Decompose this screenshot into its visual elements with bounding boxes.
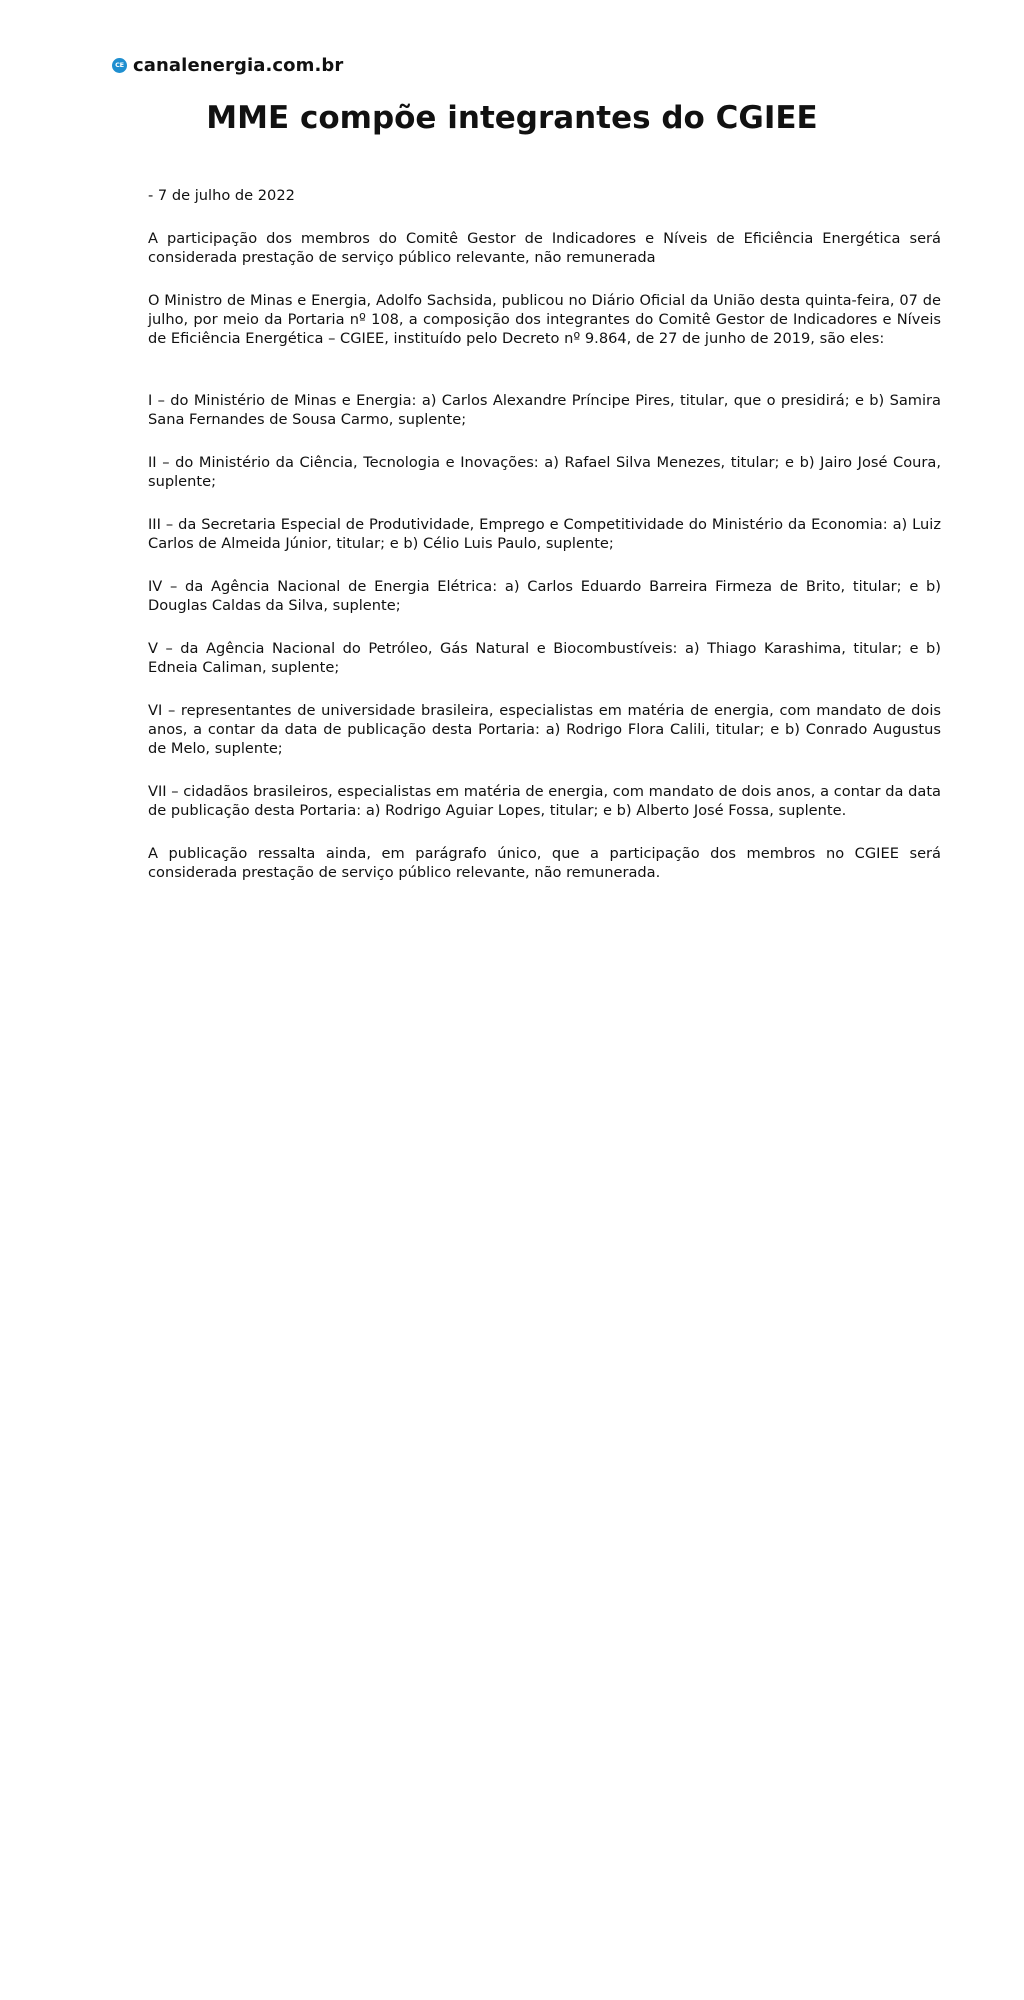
site-header (112, 52, 343, 78)
member-item: V – da Agência Nacional do Petróleo, Gás Natural e Biocombustíveis: a) Thiago Karashima, titular; e b) Edneia Caliman, suplente; (148, 640, 941, 676)
member-item: II – do Ministério da Ciência, Tecnologia e Inovações: a) Rafael Silva Menezes, titular; e b) Jairo José Coura, suplente; (148, 454, 941, 490)
article-lead: A participação dos membros do Comitê Gestor de Indicadores e Níveis de Eficiência Energética será considerada prestação de serviço público relevante, não remunerada (148, 230, 941, 266)
member-item: IV – da Agência Nacional de Energia Elétrica: a) Carlos Eduardo Barreira Firmeza de Brito, titular; e b) Douglas Caldas da Silva, suplente; (148, 578, 941, 614)
site-name[interactable]: canalenergia.com.br (133, 54, 344, 76)
site-logo-icon: CE (112, 58, 127, 73)
article-closing: A publicação ressalta ainda, em parágrafo único, que a participação dos membros no CGIEE será considerada prestação de serviço público relevante, não remunerada. (148, 845, 941, 881)
member-item: I – do Ministério de Minas e Energia: a) Carlos Alexandre Príncipe Pires, titular, que o presidirá; e b) Samira Sana Fernandes de Sousa Carmo, suplente; (148, 392, 941, 428)
member-item: VI – representantes de universidade brasileira, especialistas em matéria de energia, com mandato de dois anos, a contar da data de publicação desta Portaria: a) Rodrigo Flora Calili, titular; e b) Conrado Augustus de Melo, suplente; (148, 702, 941, 757)
member-item: VII – cidadãos brasileiros, especialistas em matéria de energia, com mandato de dois anos, a contar da data de publicação desta Portaria: a) Rodrigo Aguiar Lopes, titular; e b) Alberto José Fossa, suplente. (148, 783, 941, 819)
article-body (148, 186, 941, 906)
article-title: MME compõe integrantes do CGIEE (206, 100, 818, 136)
article-date: - 7 de julho de 2022 (148, 187, 295, 204)
member-item: III – da Secretaria Especial de Produtividade, Emprego e Competitividade do Ministério da Economia: a) Luiz Carlos de Almeida Júnior, titular; e b) Célio Luis Paulo, suplente; (148, 516, 941, 552)
article-intro: O Ministro de Minas e Energia, Adolfo Sachsida, publicou no Diário Oficial da União desta quinta-feira, 07 de julho, por meio da Portaria nº 108, a composição dos integrantes do Comitê Gestor de Indicadores e Níveis de Eficiência Energética – CGIEE, instituído pelo Decreto nº 9.864, de 27 de junho de 2019, são eles: (148, 292, 941, 347)
